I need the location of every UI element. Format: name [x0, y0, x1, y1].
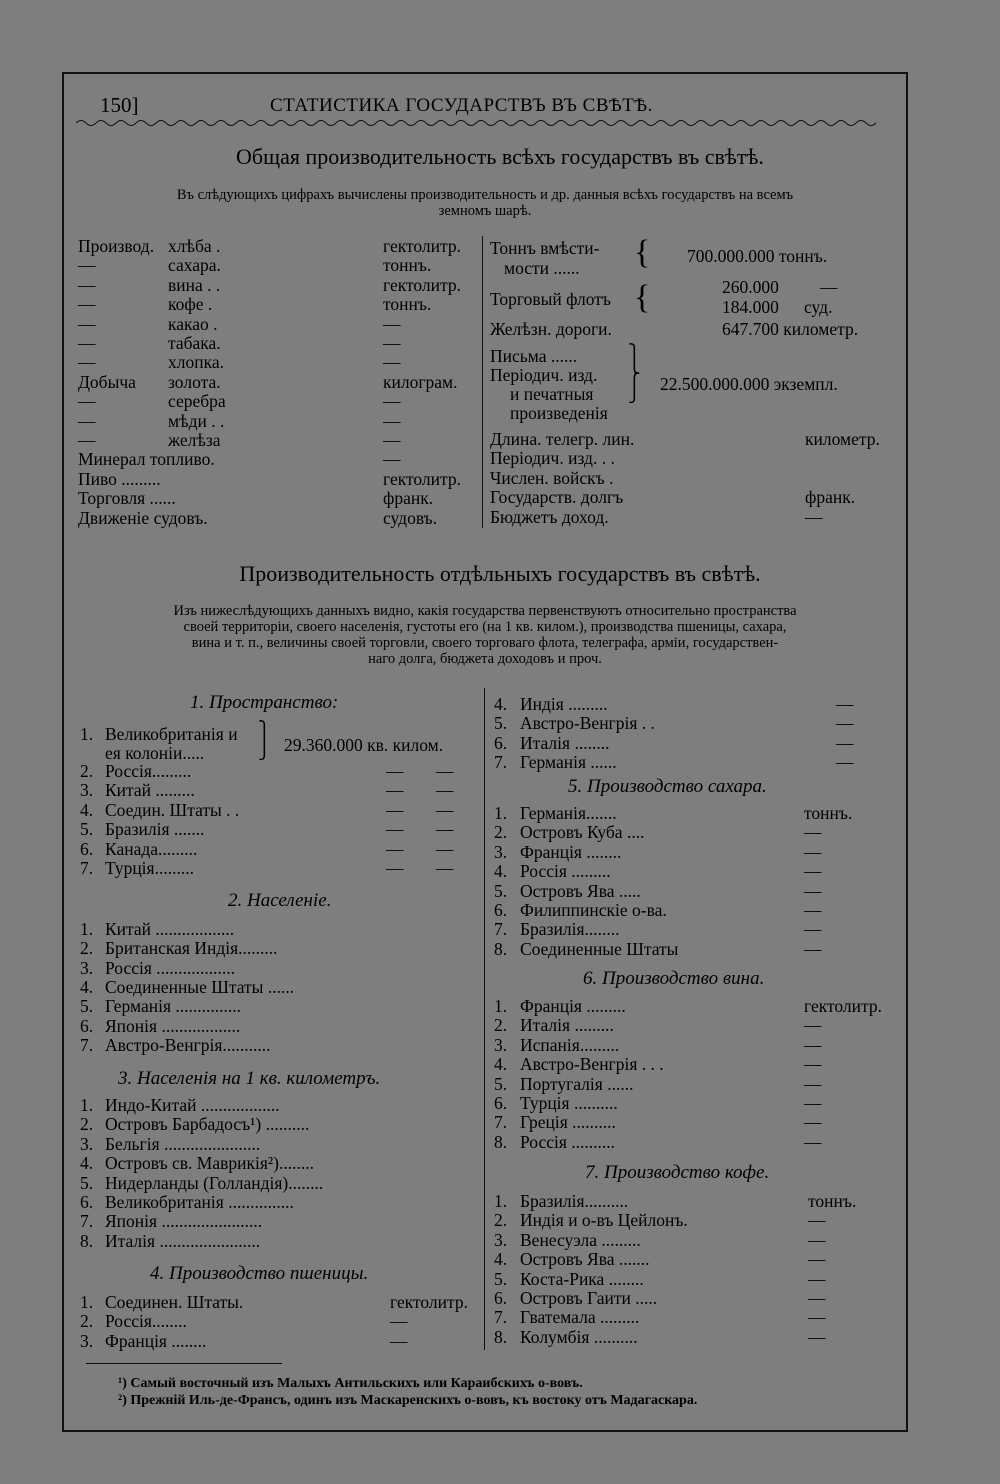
row-rank: 8. [494, 1326, 508, 1347]
row-country: Италія ....................... [105, 1230, 261, 1251]
fleet-value: 184.000 [722, 297, 779, 317]
row-item: Бюджетъ доход. [490, 506, 609, 527]
row-country: Соединенные Штаты ...... [105, 976, 295, 997]
row-rank: 3. [80, 1330, 94, 1351]
row-unit: франк. [805, 487, 856, 508]
row-unit: — [808, 1249, 826, 1270]
row-rank: 6. [494, 732, 508, 753]
row-unit: — [808, 1307, 826, 1328]
row-dash: — [386, 858, 404, 878]
part1-intro-line: Въ слѣдующихъ цифрахъ вычислены производительность и др. данныя всѣхъ государствъ на всемъ [176, 187, 794, 203]
row-unit: — [804, 1054, 822, 1075]
row-rank: 1. [80, 1095, 94, 1115]
row-country: Индо-Китай .................. [105, 1095, 280, 1115]
row-unit: — [390, 1311, 408, 1332]
row-dash: — [436, 799, 454, 820]
row-unit: — [383, 449, 401, 470]
row-rank: 2. [80, 1114, 94, 1135]
row-item: хлѣба . [168, 236, 221, 256]
footnote: ²) Прежній Иль-де-Франсъ, одинъ изъ Маскаренскихъ о-вовъ, къ востоку отъ Мадагаскара. [118, 1393, 698, 1408]
row-rank: 7. [80, 1034, 94, 1055]
row-category: Движеніе судовъ. [78, 507, 208, 528]
row-country: Китай .................. [105, 919, 235, 939]
letters-value: 22.500.000.000 экземпл. [660, 374, 838, 394]
row-country: Италія ......... [520, 1015, 614, 1036]
row-rank: 1. [494, 996, 508, 1016]
row-unit: — [804, 822, 822, 843]
row-unit: гектолитр. [383, 236, 462, 256]
row-unit: — [808, 1268, 826, 1289]
area-country: Великобританія и [105, 724, 238, 744]
row-country: Бельгія ...................... [105, 1133, 261, 1154]
section-area-title: 1. Пространство: [190, 692, 339, 713]
row-unit: — [804, 1112, 822, 1133]
row-unit: тоннъ. [383, 294, 432, 315]
row-country: Франція ........ [520, 841, 622, 862]
row-country: Островъ Ява ....... [520, 1249, 650, 1270]
row-item: золота. [168, 371, 221, 392]
row-rank: 6. [494, 1288, 508, 1308]
row-dash: — [436, 838, 454, 859]
row-dash: — [436, 858, 454, 878]
row-unit: килограм. [383, 371, 458, 392]
row-category: Добыча [78, 371, 136, 392]
row-country: Россія........ [105, 1311, 187, 1332]
row-unit: — [836, 694, 854, 714]
section-wheat-title: 4. Производство пшеницы. [150, 1263, 369, 1284]
row-unit: тоннъ. [808, 1191, 857, 1211]
part2-intro-line: Изъ нижеслѣдующихъ данныхъ видно, какія государства первенствуютъ относительно пространства [173, 603, 797, 619]
row-country: Россія .................. [105, 957, 236, 978]
row-category: — [78, 391, 96, 412]
row-country: Россія .......... [520, 1131, 616, 1152]
row-country: Гватемала ......... [520, 1307, 640, 1328]
row-country: Португалія ...... [520, 1073, 634, 1094]
row-unit: — [383, 410, 401, 431]
row-category: — [78, 274, 96, 295]
row-unit: гектолитр. [804, 996, 883, 1016]
row-category: Торговля ...... [78, 488, 176, 509]
row-country: Великобританія ............... [105, 1192, 294, 1212]
row-rank: 5. [494, 880, 508, 901]
row-rank: 6. [494, 1093, 508, 1113]
brace: ⎫ ⎭ [258, 721, 271, 760]
row-rank: 4. [80, 976, 94, 997]
footnote: ¹) Самый восточный изъ Малыхъ Антильскихъ или Караибскихъ о-вовъ. [118, 1376, 583, 1391]
part1-intro-line: земномъ шарѣ. [438, 203, 532, 219]
row-rank: 5. [80, 819, 94, 840]
rail-value: 647.700 километр. [722, 319, 859, 339]
column-divider [482, 236, 483, 528]
row-country: Островъ Гаити ..... [520, 1288, 658, 1308]
area-rank: 1. [80, 724, 94, 744]
row-rank: 7. [494, 1112, 508, 1133]
letters-label: Письма ...... [490, 346, 578, 366]
row-country: Италія ........ [520, 732, 610, 753]
row-country: Германія....... [520, 803, 617, 823]
row-rank: 3. [494, 841, 508, 862]
row-country: Соедин. Штаты . . [105, 799, 240, 820]
fleet-unit: — [820, 277, 838, 297]
row-country: Филиппинскіе о-ва. [520, 900, 667, 920]
wavy-rule [76, 118, 876, 128]
part2-intro-line: вина и т. п., величины своей торговли, своего торговаго флота, телеграфа, арміи, государствен- [191, 635, 779, 651]
row-rank: 3. [80, 1133, 94, 1154]
row-unit: гектолитр. [390, 1292, 469, 1312]
row-rank: 5. [80, 996, 94, 1017]
row-rank: 4. [80, 799, 94, 820]
row-unit: — [836, 713, 854, 734]
row-unit: — [805, 506, 823, 527]
row-country: Франція ......... [520, 996, 626, 1016]
row-country: Островъ св. Маврикія²)........ [105, 1153, 314, 1174]
row-rank: 5. [80, 1172, 94, 1193]
row-country: Австро-Венгрія........... [105, 1034, 271, 1055]
row-country: Бразилія.......... [520, 1191, 629, 1211]
row-unit: гектолитр. [383, 274, 462, 295]
row-unit: — [804, 861, 822, 882]
page-number: 150] [100, 93, 139, 117]
row-unit: километр. [805, 429, 880, 449]
row-rank: 7. [494, 919, 508, 940]
row-country: Россія ......... [520, 861, 611, 882]
row-rank: 4. [80, 1153, 94, 1174]
row-rank: 1. [80, 919, 94, 939]
row-rank: 8. [80, 1230, 94, 1251]
row-unit: — [804, 841, 822, 862]
row-country: Соединенные Штаты [520, 938, 679, 959]
tonnage-label: мости ...... [504, 258, 580, 278]
fleet-label: Торговый флотъ [490, 289, 611, 309]
row-item: вина . . [168, 274, 221, 295]
row-item: какао . [168, 313, 218, 334]
row-rank: 5. [494, 713, 508, 734]
row-dash: — [436, 780, 454, 801]
brace: { [634, 279, 651, 316]
row-country: Островъ Куба .... [520, 822, 645, 843]
row-dash: — [386, 761, 404, 781]
row-category: — [78, 294, 96, 315]
row-rank: 7. [80, 1211, 94, 1232]
part2-intro-line: наго долга, бюджета доходовъ и проч. [368, 651, 602, 667]
row-country: Коста-Рика ........ [520, 1268, 644, 1289]
row-country: Индія ......... [520, 694, 608, 714]
letters-label: и печатныя [510, 384, 594, 404]
tonnage-label: Тоннъ вмѣсти- [490, 238, 600, 258]
row-rank: 6. [80, 1192, 94, 1212]
row-rank: 8. [494, 1131, 508, 1152]
row-dash: — [436, 819, 454, 840]
row-rank: 5. [494, 1268, 508, 1289]
row-item: Періодич. изд. . . [490, 448, 615, 469]
row-country: Островъ Ява ..... [520, 880, 641, 901]
row-country: Британская Индія......... [105, 938, 278, 959]
brace: ⎫ ⎬ ⎭ [628, 344, 641, 403]
row-country: Нидерланды (Голландія)........ [105, 1172, 324, 1193]
row-rank: 2. [494, 1015, 508, 1036]
row-unit: — [804, 1034, 822, 1055]
row-rank: 2. [80, 761, 94, 781]
row-unit: — [804, 880, 822, 901]
row-country: Испанія......... [520, 1034, 620, 1055]
row-dash: — [436, 761, 454, 781]
row-unit: — [836, 732, 854, 753]
row-unit: — [383, 430, 401, 450]
row-unit: — [383, 333, 401, 353]
row-rank: 1. [494, 803, 508, 823]
footnote-rule [86, 1363, 282, 1364]
row-rank: 4. [494, 1249, 508, 1270]
row-rank: 1. [80, 1292, 94, 1312]
row-rank: 3. [494, 1034, 508, 1055]
row-unit: — [808, 1288, 826, 1308]
row-rank: 2. [494, 1210, 508, 1231]
row-country: Островъ Барбадосъ¹) .......... [105, 1114, 310, 1135]
row-rank: 3. [494, 1229, 508, 1250]
row-unit: — [383, 313, 401, 334]
row-rank: 8. [494, 938, 508, 959]
row-dash: — [386, 799, 404, 820]
row-category: — [78, 333, 96, 353]
row-rank: 7. [494, 1307, 508, 1328]
row-unit: тоннъ. [383, 255, 432, 276]
fleet-value: 260.000 [722, 277, 779, 297]
part2-title: Производительность отдѣльныхъ государствъ въ свѣтѣ. [239, 561, 761, 586]
row-country: Россія......... [105, 761, 192, 781]
row-unit: — [804, 1073, 822, 1094]
row-unit: — [804, 1131, 822, 1152]
row-rank: 5. [494, 1073, 508, 1094]
row-item: кофе . [168, 294, 213, 315]
row-category: — [78, 352, 96, 373]
row-country: Канада......... [105, 838, 198, 859]
row-country: Германія ...... [520, 752, 617, 773]
row-unit: судовъ. [383, 507, 438, 528]
row-item: табака. [168, 333, 221, 353]
row-country: Германія ............... [105, 996, 242, 1017]
row-dash: — [386, 819, 404, 840]
row-unit: — [804, 938, 822, 959]
row-country: Турція......... [105, 858, 194, 878]
row-rank: 2. [80, 1311, 94, 1332]
row-unit: гектолитр. [383, 468, 462, 489]
row-unit: — [804, 1015, 822, 1036]
row-rank: 3. [80, 780, 94, 801]
row-unit: — [804, 919, 822, 940]
row-unit: — [808, 1229, 826, 1250]
column-divider [484, 688, 485, 1350]
brace: { [634, 234, 651, 271]
row-country: Франція ........ [105, 1330, 207, 1351]
row-country: Колумбія .......... [520, 1326, 638, 1347]
row-unit: — [808, 1210, 826, 1231]
row-unit: франк. [383, 488, 434, 509]
fleet-unit: суд. [804, 297, 833, 317]
row-rank: 6. [494, 900, 508, 920]
row-rank: 7. [494, 752, 508, 773]
letters-label: произведенія [510, 403, 608, 423]
row-unit: — [804, 900, 822, 920]
row-item: желѣза [168, 430, 221, 450]
row-country: Греція .......... [520, 1112, 616, 1133]
row-rank: 2. [80, 938, 94, 959]
row-country: Японія .................. [105, 1015, 241, 1036]
row-rank: 4. [494, 694, 508, 714]
row-country: Китай ......... [105, 780, 195, 801]
row-dash: — [386, 838, 404, 859]
row-rank: 3. [80, 957, 94, 978]
row-category: — [78, 410, 96, 431]
row-item: Числен. войскъ . [490, 467, 614, 488]
row-item: серебра [168, 391, 226, 412]
row-item: Длина. телегр. лин. [490, 429, 635, 449]
row-dash: — [386, 780, 404, 801]
row-country: Японія ....................... [105, 1211, 263, 1232]
row-category: Производ. [78, 236, 155, 256]
row-item: хлопка. [168, 352, 224, 373]
part2-intro-line: своей территоріи, своего населенія, густоты его (на 1 кв. килом.), производства пшеницы, сахара, [183, 619, 787, 635]
section-density-title: 3. Населенія на 1 кв. километръ. [118, 1068, 381, 1089]
row-category: — [78, 313, 96, 334]
running-title: СТАТИСТИКА ГОСУДАРСТВЪ ВЪ СВѢТѢ. [270, 95, 653, 116]
row-unit: — [804, 1093, 822, 1113]
row-rank: 1. [494, 1191, 508, 1211]
rail-label: Желѣзн. дороги. [490, 319, 612, 339]
row-item: Государств. долгъ [490, 487, 624, 508]
row-country: Австро-Венгрія . . [520, 713, 655, 734]
row-unit: тоннъ. [804, 803, 853, 823]
row-unit: — [390, 1330, 408, 1351]
row-rank: 6. [80, 838, 94, 859]
area-country: ея колоніи..... [105, 743, 205, 763]
section-population-title: 2. Населеніе. [228, 890, 332, 911]
row-country: Индія и о-въ Цейлонъ. [520, 1210, 688, 1231]
row-rank: 4. [494, 861, 508, 882]
row-country: Австро-Венгрія . . . [520, 1054, 664, 1075]
part1-title: Общая производительность всѣхъ государствъ въ свѣтѣ. [236, 144, 764, 169]
row-item: сахара. [168, 255, 221, 276]
row-category: — [78, 430, 96, 450]
row-country: Венесуэла ......... [520, 1229, 641, 1250]
row-unit: — [808, 1326, 826, 1347]
row-unit: — [383, 352, 401, 373]
section-coffee-title: 7. Производство кофе. [585, 1162, 770, 1183]
letters-label: Періодич. изд. [490, 365, 598, 385]
row-item: мѣди . . [168, 410, 225, 431]
row-category: — [78, 255, 96, 276]
area-value: 29.360.000 кв. килом. [284, 735, 444, 755]
row-country: Бразилія........ [520, 919, 620, 940]
row-category: Минерал топливо. [78, 449, 215, 470]
row-rank: 4. [494, 1054, 508, 1075]
section-sugar-title: 5. Производство сахара. [568, 776, 767, 797]
section-wine-title: 6. Производство вина. [583, 968, 765, 989]
row-rank: 7. [80, 858, 94, 878]
row-country: Соединен. Штаты. [105, 1292, 244, 1312]
row-unit: — [383, 391, 401, 412]
tonnage-value: 700.000.000 тоннъ. [687, 246, 828, 266]
row-category: Пиво ......... [78, 468, 161, 489]
row-unit: — [836, 752, 854, 773]
row-country: Бразилія ....... [105, 819, 205, 840]
row-rank: 2. [494, 822, 508, 843]
row-rank: 6. [80, 1015, 94, 1036]
row-country: Турція .......... [520, 1093, 618, 1113]
